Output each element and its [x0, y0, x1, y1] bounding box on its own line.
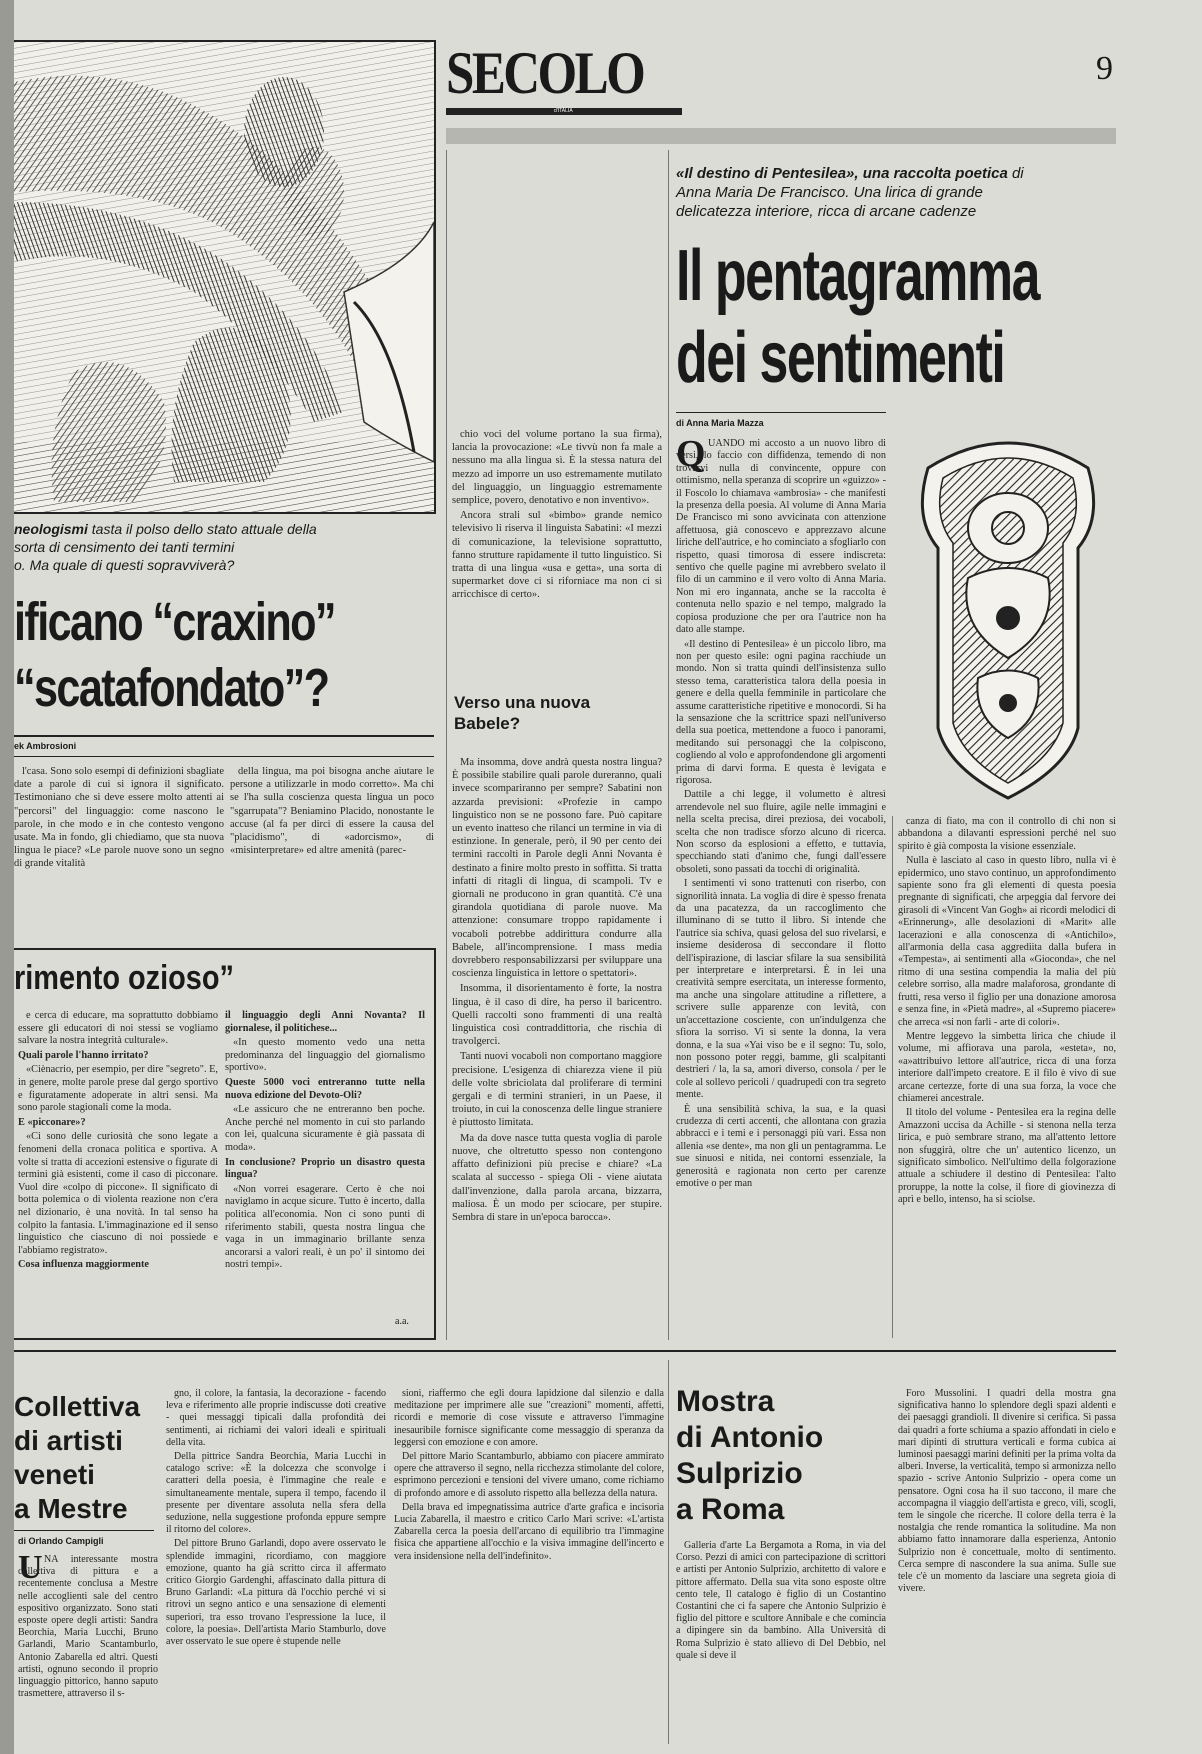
bottom-left-col-2: [166, 1388, 386, 1744]
question: E «picconare»?: [18, 1116, 86, 1128]
left-headline-rule: [14, 735, 434, 737]
paragraph: Ma da dove nasce tutta questa voglia di parole nuove, che oltretutto spesso non contengono affatto definizioni più precise e chiare? «La scalata al successo - spiega Oli - viene aiutata dall'invenzione, dalla parola arcana, bizzarra, maliosa. È un modo per sciocare, per stupire. Sembra di stare in un'epoca barocca».: [452, 1132, 662, 1223]
left-kicker: [14, 520, 434, 574]
paragraph: «In questo momento vedo una netta predominanza del linguaggio del giornalismo sportivo».: [225, 1037, 425, 1074]
column-rule-middle: [446, 150, 447, 1340]
paragraph: UANDO mi accosto a un nuovo libro di versi, lo faccio con diffidenza, temendo di non trovarvi nulla di convincente, oppure con ottimismo, nella speranza di scoprire un «guizzo» - il Foscolo lo chiamava «ambrosia» - che manifesti la presenza della poesia. Al volume di Anna Maria De Francisco mi sono avvicinata con attenzione affettuosa, già conoscevo e apprezzavo alcune liriche dell'autrice, e ho cominciato a sfogliarlo con rispetto, quasi timorosa di essere indiscreta: sentivo che quelle pagine mi avrebbero svelato il filo di un cammino e il vero volto di Anna Maria. Non mi ero ingannata, anche se la raccolta è contenuta nello spazio e nel tempo, malgrado la copiosa produzione che per ora l'autrice non ha dato alle stampe.: [676, 438, 886, 636]
paragraph: Galleria d'arte La Bergamota a Roma, in via del Corso. Pezzi di amici con partecipazione di scrittori e artisti per Antonio Sulprizio, architetto di valore e pittore affermato. Della sua vita sono esposte oltre cento tele, Il catalogo è figlio di un Costantino Costantini che ci fa sapere che Antonio Sulprizio è figlio del pittore e scultore Annibale e che comincia a dipingere sin da bambino. Alla Università di Roma Sulprizio è stato allievo di Del Debbio, nel quale si deve il: [676, 1540, 886, 1661]
question: In conclusione? Proprio un disastro questa lingua?: [225, 1156, 425, 1181]
box-text-col-1: [18, 1010, 218, 1330]
question: Queste 5000 voci entreranno tutte nella nuova edizione del Devoto-Oli?: [225, 1076, 425, 1101]
paragraph: Ancora strali sul «bimbo» grande nemico televisivo li riserva il linguista Sabatini: «I mezzi di comunicazione, la televisione soprattutto, fanno strutture rapidamente il tutto linguistico. Si tratta di una lingua «usa e getta», una sorta di supermarket dove ci si riforniace ma non ci si arricchisce di certo».: [452, 510, 662, 601]
paragraph: «Il destino di Pentesilea» è un piccolo libro, ma non per questo esile: ogni pagina racchiude un mondo. Non si tratta quindi dell'insistenza sullo stesso tema, caratteristica talora della poesia in genere e della quella femminile in particolare che assume caratteristiche ripetitive e monocordi. Si ha la sensazione che la scrittrice spazi nell'universo della sua poetica, mettendone a fuoco i panorami, meditando sui personaggi che la colpiscono, cogliendo al volo e approfondendone gli argomenti prima di darvi forma. E questa è levigata e rigorosa.: [676, 638, 886, 786]
masthead: [446, 40, 686, 120]
question: Quali parole l'hanno irritato?: [18, 1049, 149, 1061]
book-spine-shadow: [0, 0, 14, 1754]
paragraph: Nulla è lasciato al caso in questo libro, nulla vi è epidermico, uno stavo continuo, un approfondimento sapiente sono fra gli elementi di questa poesia pregnante di significati, che arpeggia dal fervore dei girasoli di «Vincent Van Gogh» ai ricordi melodici di «Erinnerung», alle desolazioni di «Marit» alle lacerazioni e alla conoscenza di «Antichilo», all'armonia della casa aggrediita dalla bufera in «Tempesta», ai sentimenti alla «Gioconda», che nel ritmo di una sestina compendia la malia del più celebre sorriso, alla madre malaforosa, grondante di frutti, resa verso il figlio per una donazione amorosa e senza fine, in «Pietà madre», al «Supremo piacere» che arreca «si non farli - arte di colori».: [898, 855, 1116, 1028]
kicker-mid: , una raccolta poetica: [854, 165, 1008, 182]
paragraph: È una sensibilità schiva, la sua, e la quasi crudezza di certi accenti, che allontana con grazia abbracci e i temi e i personaggi più vari. Essa non allenia «se dente», ma non gli un pentagramma. Le sue sinuosi e nitida, nei contorni essenziale, la generosità e ragionata non certo per carenze emotive o per man: [676, 1103, 886, 1189]
column-rule-right: [668, 150, 669, 1340]
bottom-left-col-3: [394, 1388, 664, 1744]
paragraph: «Ci sono delle curiosità che sono legate a fenomeni della cronaca politica e sportiva. A volte si tratta di accezioni estensive o figurate di termini già esistenti, come il caso di picconare. Vuol dire «colpo di piccone». Il significato di botta polemica o di violenta reazione non c'era nel dizionario, è una novità. In tal senso ha colpito la fantasia. L'immaginazione ed il senso linguistico che ciascuno di noi possiede e l'abbiamo registrato».: [18, 1131, 218, 1256]
dropcap-q: Q: [676, 433, 706, 475]
bottom-section-rule: [14, 1350, 1116, 1352]
bottom-left-title: [14, 1390, 154, 1526]
right-headline-line-2: dei sentimenti: [676, 318, 1005, 398]
paragraph: Del pittore Mario Scantamburlo, abbiamo con piacere ammirato opere che attraverso il segno, nella ricchezza stimolante del colore, esprimono percezioni e tensioni del vivere umano, come richiamo di profondo amore e di assoluto rispetto alla bellezza della natura.: [394, 1451, 664, 1499]
title-line-1: Collettiva: [14, 1391, 141, 1422]
middle-subhead: Verso una nuova Babele?: [454, 693, 591, 733]
box-signature: a.a.: [395, 1316, 409, 1327]
title-line-4: a Mestre: [14, 1493, 128, 1524]
bottom-right-col-1: [676, 1540, 886, 1744]
title-line-1: Mostra: [676, 1385, 775, 1418]
paragraph: I sentimenti vi sono trattenuti con riserbo, con signorilità innata. La voglia di dire è spesso frenata da una pacatezza, da un raccoglimento che illuminano di se tutto il libro. Si intende che l'autrice sia schiva, quasi gelosa del suo rivelarsi, e insieme desiderosa di seccondare il flotto dell'ispirazione, di lasciar sfilare la sua sensibilità per interpretare e interpretarsi. È in lei una creatività sempre esercitata, un interesse formento, ma anche una singolare attitudine a riflettere, a scrivere sulle apparenze con levità, con un'accettazione cosciente, con un'indulgenza che sfiora la sorriso. Vi si sente la donna, la vera donna, e la sua «Yai viso be e il segno: Tu, solo, non possono poter reggi, bamme, gli scalpitanti destrieri / la, la sa, amori diverso, consola / per le cole al sollevo pericoli / quadrupedi con tra segreto mente.: [676, 878, 886, 1101]
middle-text-bottom: [452, 756, 662, 1336]
paragraph: sioni, riaffermo che egli doura lapidzione dal silenzio e dalla meditazione per imprimere alle sue "creazioni" momenti, affetti, ricordi e memorie di cose vissute e attraverso l'immagine inesauribile fornisce significante come messaggio di speranza da leggersi con emozione e con amore.: [394, 1388, 664, 1448]
paragraph: «Non vorrei esagerare. Certo è che noi naviglamo in acque sicure. Tutto è incerto, dalla politica all'economia. Non ci sono punti di riferimento stabili, questa nostra lingua che vaga in un immaginario brillante senza ancorarsi a valori reali, è un po' il sintomo dei nostri tempi».: [225, 1183, 425, 1271]
ornament-illustration: [908, 428, 1108, 808]
ornament-artwork: [908, 428, 1108, 808]
bottom-left-title-rule: [14, 1530, 154, 1531]
title-line-3: veneti: [14, 1459, 95, 1490]
paragraph: canza di fiato, ma con il controllo di chi non si abbandona a dilavanti espressioni perché nel suo spirito è già composta la visione essenziale.: [898, 816, 1116, 852]
paragraph: «Le assicuro che ne entreranno ben poche. Anche perché nel momento in cui sto parlando con lei, qualcuna sicuramente è già passata di moda».: [225, 1104, 425, 1153]
bottom-right-col-2: [898, 1388, 1116, 1744]
right-byline: di Anna Maria Mazza: [676, 418, 764, 428]
paragraph: della lingua, ma poi bisogna anche aiutare le persone a utilizzarle in modo corretto». Ma chi se l'ha sulla coscienza questa lingua un poco "sgarrupata"? Beniamino Placido, nonostante le accuse (al fa per dirci di essere la causa del "placidismo", di «adorcismo», di «misinterpretare» ed altre amenità (parec-: [230, 766, 434, 857]
engraving-illustration: [14, 40, 436, 514]
bottom-column-rule: [668, 1360, 669, 1744]
left-text-col-2: [230, 765, 434, 935]
paragraph: Insomma, il disorientamento è forte, la nostra lingua, è il caso di dire, ha perso il baricentro. Quelli raccolti sono frammenti di una realtà linguistica così contraddittoria, che rischia di travolgerci.: [452, 983, 662, 1048]
kicker-bold: neologismi: [14, 521, 88, 537]
kicker-rest: di Anna Maria De Francisco. Una lirica di grande delicatezza interiore, ricca di arcane cadenze: [676, 165, 1024, 220]
paragraph: NA interessante mostra collettiva di pittura e a recentemente conclusa a Mestre nelle accoglienti sale del centro espositivo organizzato. Sono stati esposte opere degli artisti: Sandra Beorchia, Maria Lucchi, Bruno Garlandi, Mario Scantamburlo, Antonio Zabarella ed altri. Questi artisti, ognuno secondo il proprio linguaggio pittorico, hanno saputo trasmettere, attraverso il s-: [18, 1554, 158, 1700]
title-line-2: di artisti: [14, 1425, 123, 1456]
kicker-title: «Il destino di Pentesilea»: [676, 165, 855, 182]
paragraph: Foro Mussolini. I quadri della mostra gna significativa hanno lo splendore degli spazi aldenti e dei paesaggi grandioli. Il divenire si cerifica. Si passa dai quadri a forte schiuma a spazio affondati in cielo e mari dipinti di struttura verticali e forma cubica ai luminosi paesaggi marini definiti per la prima volta da alberi. Inverse, la verticalità, tempo si armonizza nello spazio - scrive Antonio Sulprizio - opera come un pensatore. Ogni cosa ha il suo taccono, il mare che accompagna il viaggio dell'artista e greco, vili, scogli, tem le singole che ricerche. Il colore della terra è la nostalgia che rende romantica la solitudine. Ma non abbiamo fatto innamorare dalla esperienza, Antonio Sulprizio non è concettuale, molto di sentimento. Cerca sempre di nascondere la sua anima. Sulle sue tele c'è un momento da lasciare una segreta gioia di vivere.: [898, 1388, 1116, 1595]
paragraph: Mentre leggevo la simbetta lirica che chiude il volume, mi affiorava una parola, «esteta», no, «a»attribuivo lettore all'autrice, ricca di una forza interiore dall'impeto creatore. E il filo è vivo di sue arcane certezze, forte di una sua forza, la voce che chiamerei ancestrale.: [898, 1030, 1116, 1104]
right-kicker: [676, 164, 1056, 221]
left-byline-rule: [14, 756, 434, 757]
paragraph: «Ciènacrio, per esempio, per dire "segreto". E, in genere, molte parole prese dal gergo sportivo e figuratamente adoperate in altri sensi. Ma sono parole stagionali come la moda.: [18, 1064, 218, 1114]
question: Cosa influenza maggiormente: [18, 1259, 149, 1271]
question: il linguaggio degli Anni Novanta? Il giornalese, il politichese...: [225, 1010, 425, 1034]
right-headline-rule: [676, 412, 886, 413]
masthead-band: [446, 128, 1116, 144]
dropcap-u: U: [18, 1549, 43, 1586]
paragraph: Dattile a chi legge, il volumetto è altresì arrendevole nel suo fluire, agile nelle immagini e nella scelta precisa, direi preziosa, dei vocaboli, scelta che non tradisce sforzo alcuno di ricerca. Non scorso da esplosioni a effetto, e tuttavia, specchiando stati d'animo che, fungi dall'essere obsoleti, sono passati da tocchi di originalità.: [676, 789, 886, 875]
paragraph: gno, il colore, la fantasia, la decorazione - facendo leva e riferimento alle proprie indiscusse doti creative - quei messaggi tipicali dalla profondità dei sentimenti, ai richiami dei valori ideali e spirituali della vita.: [166, 1388, 386, 1448]
kicker-line-2: sorta di censimento dei tanti termini: [14, 539, 235, 555]
box-text-col-2: [225, 1010, 425, 1310]
title-line-3: Sulprizio: [676, 1457, 803, 1490]
paragraph: l'casa. Sono solo esempi di definizioni sbagliate date a parole di cui si ignora il significato. Testimoniano che si deve essere molto attenti ai "percorsi" del linguaggio: come nascono le parole, in che modo e in che contesto vengono usate. Ma in fondo, gli chiediamo, que sta nuova lingua le piace? «Le parole nuove sono un segno di grande vitalità: [14, 766, 224, 870]
paragraph: chio voci del volume portano la sua firma), lancia la provocazione: «Le tivvù non fa male a nessuno ma alla lingua sì. È la stessa natura del mezzo ad imporre un uso estremamente mutilato del linguaggio, un linguaggio estremamente semplice, povero, denotativo e non inventivo».: [452, 429, 662, 507]
paragraph: e cerca di educare, ma soprattutto dobbiamo essere gli educatori di noi stessi se vogliamo salvare la nostra integrità culturale».: [18, 1010, 218, 1047]
paragraph: Ma insomma, dove andrà questa nostra lingua? È possibile stabilire quali parole dureranno, quali invece scompariranno per sempre? Sabatini non azzarda previsioni: «Profezie in campo linguistico non se ne possono fare. Può capitare un evento inatteso che rilanci un termine in via di estinzione. In generale, però, il 90 per cento dei termini raccolti in Parole degli Anni Novanta è destinato a finire molto presto in soffitta. Si tratta infatti di ritagli di lingua, di scampoli. Tv e giornali ne producono in gran quantità. C'è una girandola quotidiana di parole nuove. Ma attenzione: consumare troppo rapidamente i vocaboli potrebbe addirittura condurre alla Babele, all'incomprensione. I mass media dovrebbero responsabilizzarsi per sviluppare una coscienza linguistica in lettore o spettatori».: [452, 757, 662, 980]
middle-text-top: [452, 428, 662, 654]
right-text-col-2: [898, 816, 1116, 1338]
masthead-logo-small: d'ITALIA: [554, 108, 573, 114]
paragraph: Tanti nuovi vocaboli non comportano maggiore precisione. L'esigenza di chiarezza viene il più delle volte sbriciolata dal proliferare di termini gergali e di termini stranieri, in un Paese, il troiuto, in cui la conoscenza delle lingue straniere è piuttosto limitata.: [452, 1051, 662, 1129]
bottom-left-col-1: [18, 1549, 158, 1744]
paragraph: Il titolo del volume - Pentesilea era la regina delle Amazzoni uccisa da Achille - si stenona nella terza lirica, e può sembrare strano, ma all'attento lettore non sfuggirà, oltre che un' autentico licenzo, un significato simbolico. Nell'ultimo della folgorazione attuale a schiudere il destino di Pentesilea: l'alto proruppe, la notte la colse, il fiore di giovinezza di aprì e bello, intenso, ha si sciolse.: [898, 1107, 1116, 1206]
paragraph: Della pittrice Sandra Beorchia, Maria Lucchi in catalogo scrive: «È la dolcezza che sconvolge i caratteri della poesia, è l'immagine che reale e simultaneamente mentale, supera il tempo, facendo il presente per diventare assoluta nella sfera della seduzione, nella suggestione profonda eppure sempre il ritorno del colore».: [166, 1451, 386, 1536]
engraving-artwork: [14, 42, 434, 512]
bottom-right-title: [676, 1384, 896, 1528]
kicker-line-3: o. Ma quale di questi sopravviverà?: [14, 557, 235, 573]
right-headline-line-1: Il pentagramma: [676, 236, 1040, 316]
box-article-title: rimento ozioso”: [14, 959, 234, 997]
title-line-4: a Roma: [676, 1493, 785, 1526]
right-text-col-1: [676, 433, 886, 1338]
bottom-left-byline: di Orlando Campigli: [18, 1536, 104, 1546]
page-number: 9: [1096, 50, 1113, 87]
left-headline-line-2: “scatafondato”?: [14, 658, 329, 718]
title-line-2: di Antonio: [676, 1421, 824, 1454]
column-rule-right-2: [892, 816, 893, 1338]
left-headline-line-1: ificano “craxino”: [14, 592, 335, 652]
left-byline: ek Ambrosioni: [14, 741, 77, 751]
kicker-line-1: tasta il polso dello stato attuale della: [91, 521, 317, 537]
paragraph: Della brava ed impegnatissima autrice d'arte grafica e incisoria Lucia Zabarella, il maestro e critico Carlo Mari scrive: «L'artista Zabarella cerca la poesia dell'arcano di equilibrio tra l'immagine fisica che appartiene all'occhio e la visiva immagine dell'incerto e vera insidensione nella dell'indefinito».: [394, 1501, 664, 1562]
left-text-col-1: [14, 765, 224, 935]
masthead-logo: SECOLO: [446, 40, 644, 106]
paragraph: Del pittore Bruno Garlandi, dopo avere osservato le splendide immagini, ricordiamo, con maggiore emozione, quanto ha già scritto circa il affermato critico Giorgio Gardenghi, affascinato dalla pittura di Bruno Garlandi: «La pittura dà l'occhio perché vi si ritrovi un segno antico e una sensazione di elementi superiori, tra esso trovano l'espressione la luce, il colore, la poesia». Dell'artista Mario Stamburlo, dove aver osservato le sue opere è stupende nelle: [166, 1538, 386, 1648]
